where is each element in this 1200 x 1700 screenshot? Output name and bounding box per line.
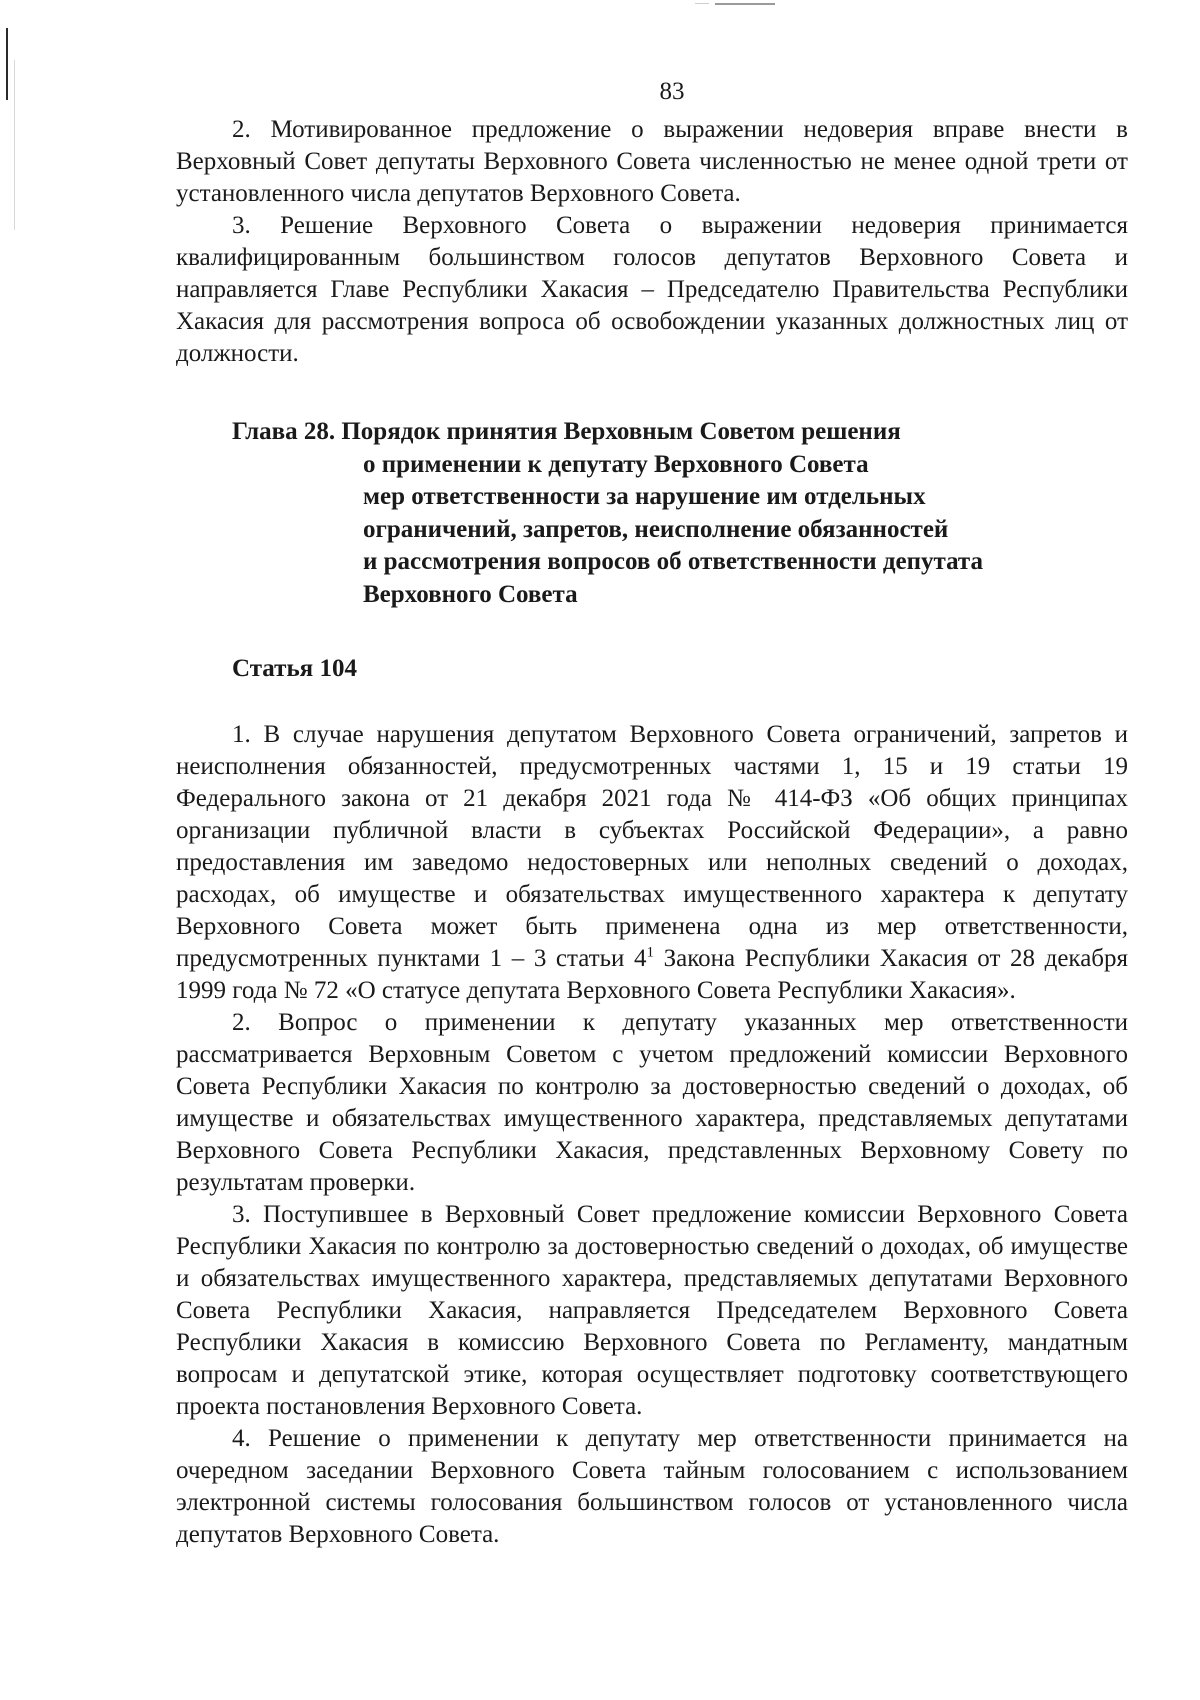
chapter-heading-line: о применении к депутату Верховного Совета [363,450,869,478]
article-title: Статья 104 [232,655,357,682]
scan-top-mark [715,3,775,5]
page-number: 83 [659,78,685,105]
scan-top-mark-faint [695,3,709,4]
article-paragraph-2: 2. Вопрос о применении к депутату указанных мер ответственности рассматривается Верховным Советом с учетом предложений комиссии Верховного Совета Республики Хакасия по контролю за достоверностью сведений о доходах, об имуществе и обязательствах имущественного характера, представляемых депутатами Верховного Совета Республики Хакасия, представленных Верховному Совету по результатам проверки. [176,1009,1128,1196]
scan-edge-mark-faint [14,60,15,230]
chapter-heading-line: и рассмотрения вопросов об ответственности депутата [363,548,984,575]
paragraph-3-top: 3. Решение Верховного Совета о выражении недоверия принимается квалифицированным большинством голосов депутатов Верховного Совета и направляется Главе Республики Хакасия – Председателю Правительства Республики Хакасия для рассмотрения вопроса об освобождении указанных должностных лиц от должности. [176,212,1128,367]
chapter-heading-line: Глава 28. Порядок принятия Верховным Советом решения [232,418,901,445]
article-paragraph-1-text-b: Закона Республики Хакасия от 28 декабря 1999 года № 72 «О статусе депутата Верховного Совета Республики Хакасия». [176,945,1129,1004]
document-page [176,76,1128,1551]
chapter-heading-line: мер ответственности за нарушение им отдельных [363,483,926,510]
article-paragraph-1 [176,719,1128,1007]
superscript-1: 1 [646,944,655,961]
article-paragraph-1-text-a: 1. В случае нарушения депутатом Верховного Совета ограничений, запретов и неисполнения обязанностей, предусмотренных частями 1, 15 и 19 статьи 19 Федерального закона от 21 декабря 2021 года № 414-ФЗ «Об общих принципах организации публичной власти в субъектах Российской Федерации», а равно предоставления им заведомо недостоверных или неполных сведений о доходах, расходах, об имуществе и обязательствах имущественного характера к депутату Верховного Совета может быть применена одна из мер ответственности, предусмотренных пунктами 1 – 3 статьи 4 [176,721,1128,972]
chapter-heading [232,416,1128,611]
chapter-heading-line: ограничений, запретов, неисполнение обязанностей [363,515,949,543]
article-paragraph-3: 3. Поступившее в Верховный Совет предложение комиссии Верховного Совета Республики Хакасия по контролю за достоверностью сведений о доходах, об имуществе и обязательствах имущественного характера, представляемых депутатами Верховного Совета Республики Хакасия, направляется Председателем Верховного Совета Республики Хакасия в комиссию Верховного Совета по Регламенту, мандатным вопросам и депутатской этике, которая осуществляет подготовку соответствующего проекта постановления Верховного Совета. [176,1201,1128,1420]
paragraph-2-top: 2. Мотивированное предложение о выражении недоверия вправе внести в Верховный Совет депутаты Верховного Совета численностью не менее одной трети от установленного числа депутатов Верховного Совета. [176,116,1128,207]
article-paragraph-4: 4. Решение о применении к депутату мер ответственности принимается на очередном заседании Верховного Совета тайным голосованием с использованием электронной системы голосования большинством голосов от установленного числа депутатов Верховного Совета. [176,1425,1128,1548]
chapter-heading-line: Верховного Совета [363,580,578,608]
scan-edge-mark [6,28,8,100]
